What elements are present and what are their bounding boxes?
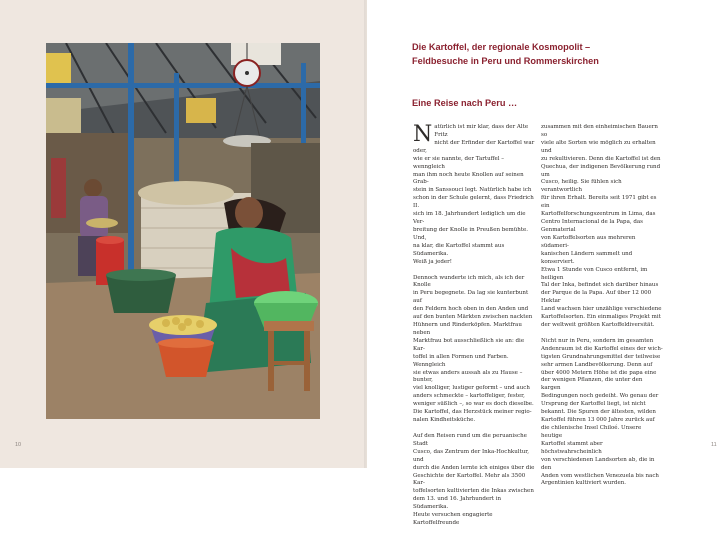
paragraph: Auf den Reisen rund um die peruanische Stadt Cusco, das Zentrum der Inka-Hochkultur, und durch die Anden lernte ich einiges über die Geschichte der Kartoffel. Mehr als 3500 Kar- toffelsorten kultivierten die Inkas zwischen dem 13. und 16. Jahrhundert in Südamerika. Heute versuchen engagierte Kartoffelfreunde [413,432,535,527]
drop-cap: N [413,122,433,147]
right-page [367,0,720,527]
chapter-heading-line: Die Kartoffel, der regionale Kosmopolit – [412,42,591,52]
left-page [0,0,367,468]
paragraph: Dennoch wunderte ich mich, als ich der Knolle in Peru begegnete. Da lag sie kunterbunt auf den Feldern hoch oben in den Anden und auf den bunten Märkten zwischen nackten Hühnern und Rinderköpfen. Marktfrau neben Marktfrau bot ausschließlich sie an: die Kar- toffel in allen Formen und Farben. Wenngleich sie etwas anders aussah als zu Hause – bunter, viel knolliger, lustiger geformt – und auch anders schmeckte – kartoffeliger, fester, weniger süßlich –, so war es doch dieselbe. Die Kartoffel, das Herzstück meiner regio- nalen Kindheitsküche. [413,274,534,424]
paragraph: zusammen mit den einheimischen Bauern so viele alte Sorten wie möglich zu erhalten und zu rekultivieren. Denn die Kartoffel ist den Quechua, der indigenen Bevölkerung rund um Cusco, heilig. Sie fühlen sich verantwortlich für ihren Erhalt. Bereits seit 1971 gibt es ein Kartoffelforschungszentrum in Lima, das Centro Internacional de la Papa, das Genmaterial von Kartoffelsorten aus mehreren südameri- kanischen Ländern sammelt und konserviert. Etwa 1 Stunde von Cusco entfernt, im heiligen Tal der Inka, befindet sich darüber hinaus der Parque de la Papa. Auf über 12 000 Hektar Land wachsen hier unzählige verschiedene Kartoffelsorten. Ein einmaliges Projekt mit der weltweit größten Kartoffeldiversität. [541,124,662,329]
paragraph: N atürlich ist mir klar, dass der Alte Fritz nicht der Erfinder der Kartoffel war oder, wie er sie nannte, der Tartuffel – wenngleich man ihm noch heute Knollen auf seinen Grab- stein in Sanssouci legt. Natürlich habe ich schon in der Schule gelernt, dass Friedrich II. sich im 18. Jahrhundert lediglich um die Ver- breitung der Knolle in Preußen bemühte. Und, na klar, die Kartoffel stammt aus Südamerika. Weiß ja jeder! [413,122,535,265]
chapter-heading-line: Feldbesuche in Peru und Rommerskirchen [412,55,599,66]
chapter-heading [412,41,672,68]
market-illustration [46,43,320,419]
text-column-left [413,124,535,536]
market-photo [46,43,320,419]
section-heading: Eine Reise nach Peru … [412,98,518,108]
paragraph: Nicht nur in Peru, sondern im gesamten Andenraum ist die Kartoffel eines der wich- tigsten Grundnahrungsmittel der teilweise sehr armen Landbevölkerung. Denn auf über 4000 Metern Höhe ist die papa eine der wenigen Pflanzen, die unter den kargen Bedingungen noch gedeiht. Wo genau der Ursprung der Kartoffel liegt, ist nicht bekannt. Die Spuren der ältesten, wilden Kartoffel führen 13 000 Jahre zurück auf die chilenische Insel Chiloé. Unsere heutige Kartoffel stammt aber höchstwahrscheinlich von verschiedenen Landsorten ab, die in den Anden vom westlichen Venezuela bis nach Argentinien kultiviert wurden. [541,337,663,487]
page-number-right: 11 [711,442,717,448]
text-column-right [541,124,663,496]
page-number-left: 10 [15,442,22,448]
